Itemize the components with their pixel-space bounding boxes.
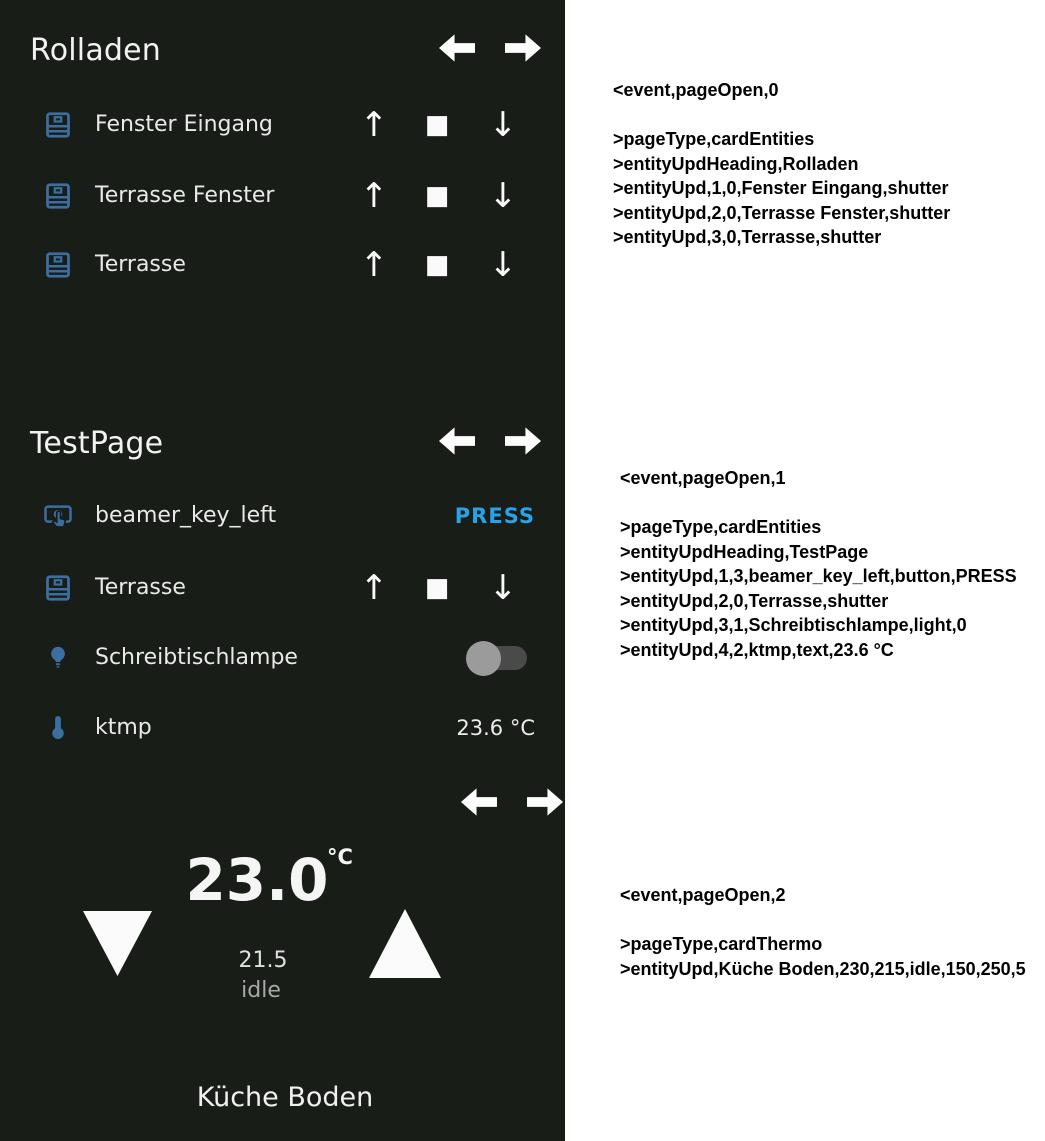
entity-row-terrasse-2 xyxy=(0,563,565,613)
protocol-block-page2 xyxy=(620,883,1026,981)
nav-right-icon[interactable] xyxy=(527,787,564,817)
entity-row-ktmp xyxy=(0,703,565,753)
toggle-knob xyxy=(466,641,501,676)
shutter-down-button[interactable]: ↓ xyxy=(488,245,518,285)
shutter-stop-button[interactable]: ■ xyxy=(424,181,450,211)
page-nav xyxy=(438,426,542,456)
protocol-block-page1 xyxy=(620,466,1017,662)
protocol-line: >entityUpd,3,0,Terrasse,shutter xyxy=(613,227,882,247)
entity-row-terrasse-fenster xyxy=(0,171,565,221)
nav-left-icon[interactable] xyxy=(438,33,475,63)
entity-row-beamer-key-left xyxy=(0,491,565,541)
entity-label: Terrasse xyxy=(95,575,186,600)
entity-row-schreibtischlampe xyxy=(0,633,565,683)
protocol-line: >pageType,cardEntities xyxy=(613,129,815,149)
current-temperature: 23.0 xyxy=(185,846,329,914)
page-title: TestPage xyxy=(30,425,164,461)
shutter-up-button[interactable]: ↑ xyxy=(359,245,389,285)
card-testpage-header xyxy=(30,423,543,463)
shutter-icon xyxy=(43,573,73,603)
protocol-line: >entityUpd,1,3,beamer_key_left,button,PRESS xyxy=(620,566,1017,586)
page-nav xyxy=(460,787,564,817)
hvac-state: idle xyxy=(241,978,281,1003)
entity-label: Terrasse Fenster xyxy=(95,183,275,208)
card-rolladen-header xyxy=(30,30,543,70)
shutter-down-button[interactable]: ↓ xyxy=(488,105,518,145)
shutter-stop-button[interactable]: ■ xyxy=(424,110,450,140)
protocol-line: >entityUpd,4,2,ktmp,text,23.6 °C xyxy=(620,639,894,660)
nav-right-icon[interactable] xyxy=(505,426,542,456)
event-line: <event,pageOpen,1 xyxy=(620,468,786,488)
entity-label: Terrasse xyxy=(95,252,186,277)
shutter-up-button[interactable]: ↑ xyxy=(359,176,389,216)
tap-button-icon xyxy=(43,501,73,531)
shutter-icon xyxy=(43,250,73,280)
shutter-down-button[interactable]: ↓ xyxy=(488,176,518,216)
shutter-icon xyxy=(43,181,73,211)
shutter-stop-button[interactable]: ■ xyxy=(424,573,450,603)
temp-down-button[interactable] xyxy=(82,910,153,977)
press-button[interactable]: PRESS xyxy=(454,504,535,528)
protocol-line: >entityUpdHeading,TestPage xyxy=(620,541,869,562)
event-line: <event,pageOpen,0 xyxy=(613,80,779,100)
protocol-line: >pageType,cardEntities xyxy=(620,517,822,537)
entity-row-terrasse xyxy=(0,240,565,290)
temp-up-button[interactable] xyxy=(368,908,442,979)
event-line: <event,pageOpen,2 xyxy=(620,885,786,905)
protocol-line: >entityUpd,2,0,Terrasse,shutter xyxy=(620,590,889,611)
protocol-line: >pageType,cardThermo xyxy=(620,934,823,954)
target-temperature: 21.5 xyxy=(238,948,288,973)
protocol-line: >entityUpd,Küche Boden,230,215,idle,150,250,5 xyxy=(620,958,1026,979)
shutter-stop-button[interactable]: ■ xyxy=(424,250,450,280)
nav-left-icon[interactable] xyxy=(460,787,497,817)
entity-label: Fenster Eingang xyxy=(95,112,273,137)
entity-label: Schreibtischlampe xyxy=(95,645,298,670)
shutter-up-button[interactable]: ↑ xyxy=(359,105,389,145)
entity-label: beamer_key_left xyxy=(95,503,277,528)
entity-label: ktmp xyxy=(95,715,152,740)
temperature-unit: °C xyxy=(327,845,353,869)
thermostat-name: Küche Boden xyxy=(196,1082,374,1113)
shutter-icon xyxy=(43,110,73,140)
protocol-line: >entityUpd,2,0,Terrasse Fenster,shutter xyxy=(613,202,951,223)
protocol-line: >entityUpd,3,1,Schreibtischlampe,light,0 xyxy=(620,615,967,635)
page-title: Rolladen xyxy=(30,32,162,68)
nav-left-icon[interactable] xyxy=(438,426,475,456)
nav-right-icon[interactable] xyxy=(505,33,542,63)
entity-row-fenster-eingang xyxy=(0,100,565,150)
light-toggle[interactable] xyxy=(470,646,527,670)
protocol-line: >entityUpd,1,0,Fenster Eingang,shutter xyxy=(613,178,949,198)
shutter-up-button[interactable]: ↑ xyxy=(359,568,389,608)
protocol-line: >entityUpdHeading,Rolladen xyxy=(613,153,859,174)
thermometer-icon xyxy=(43,713,73,743)
shutter-down-button[interactable]: ↓ xyxy=(488,568,518,608)
protocol-block-page0 xyxy=(613,78,950,250)
page-nav xyxy=(438,33,542,63)
temperature-value: 23.6 °C xyxy=(456,716,535,740)
lightbulb-icon xyxy=(43,643,73,673)
